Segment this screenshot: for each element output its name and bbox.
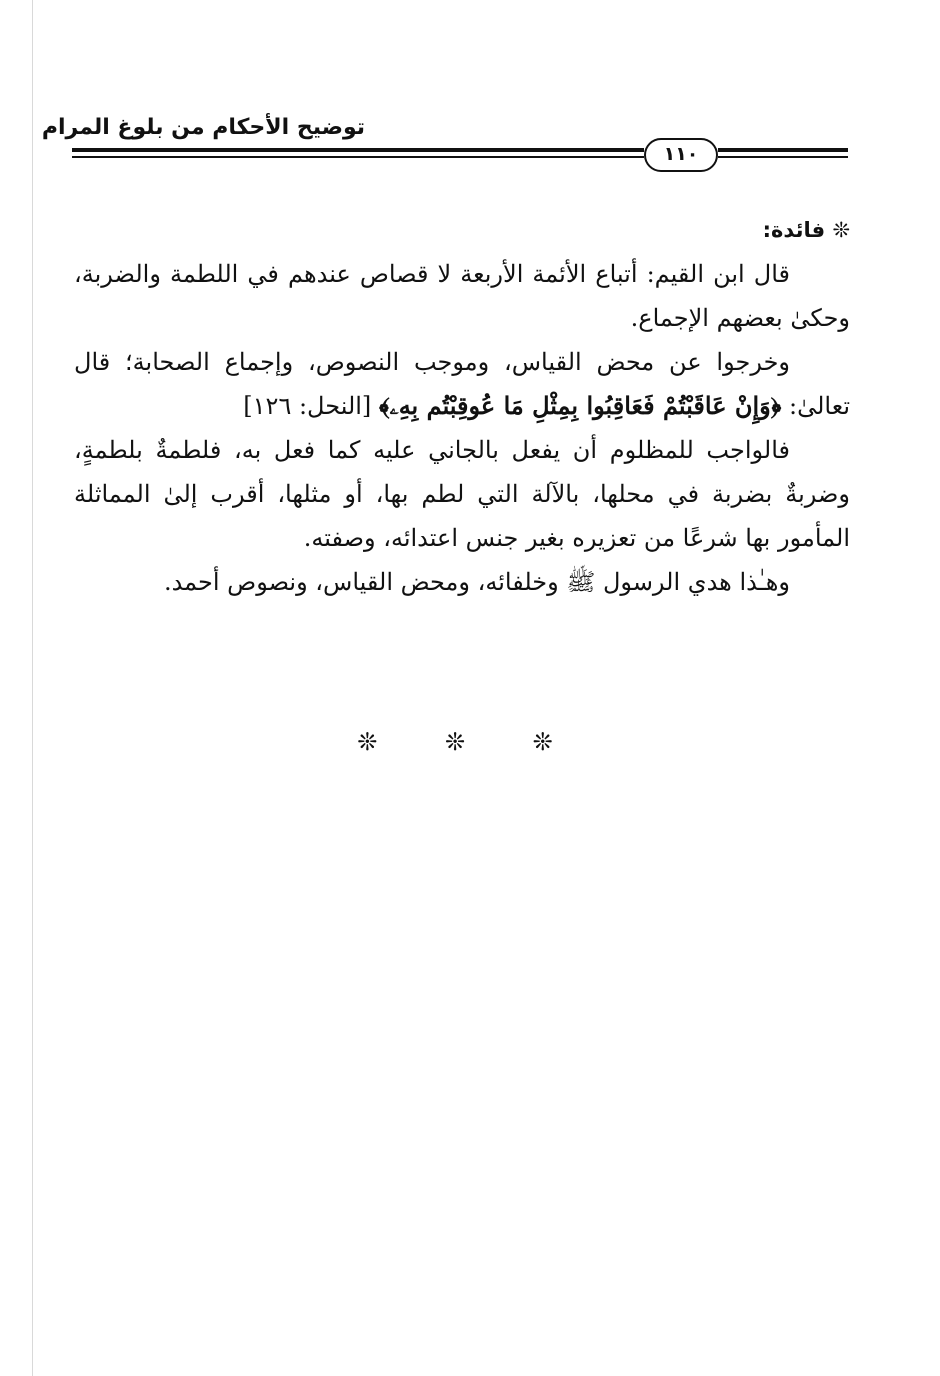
page-number: ١١٠ bbox=[644, 138, 718, 172]
section-heading: ❊ فائدة: bbox=[762, 218, 850, 242]
paragraph-conclusion: وهـٰذا هدي الرسول ﷺ وخلفائه، ومحض القياس، ونصوص أحمد. bbox=[163, 568, 790, 596]
header-rule-left-thick bbox=[72, 148, 644, 152]
verse-lead-text: وخرجوا عن محض القياس، وموجب النصوص، وإجماع الصحابة؛ قال تعالىٰ: bbox=[74, 348, 850, 420]
verse-reference: [النحل: ١٢٦] bbox=[243, 392, 379, 420]
page-content bbox=[74, 212, 850, 604]
section-separator-stars: ❊ ❊ ❊ bbox=[357, 728, 583, 756]
paragraph-verse bbox=[74, 340, 850, 428]
header-rule-left-thin bbox=[72, 156, 644, 158]
quran-verse: ﴿وَإِنْ عَاقَبْتُمْ فَعَاقِبُوا بِمِثْلِ مَا عُوقِبْتُم بِهِۦ﴾ bbox=[378, 391, 782, 420]
running-header-title: توضيح الأحكام من بلوغ المرام bbox=[41, 115, 365, 140]
header-rule-right-thin bbox=[718, 156, 848, 158]
paragraph-ibn-alqayyim: قال ابن القيم: أتباع الأئمة الأربعة لا قصاص عندهم في اللطمة والضربة، وحكىٰ بعضهم الإجماع. bbox=[74, 260, 850, 332]
scan-edge bbox=[32, 0, 33, 1376]
header-rule-right-thick bbox=[718, 148, 848, 152]
paragraph-obligation: فالواجب للمظلوم أن يفعل بالجاني عليه كما فعل به، فلطمةٌ بلطمةٍ، وضربةٌ بضربة في محلها، بالآلة التي لطم بها، أو مثلها، أقرب إلىٰ المماثلة المأمور بها شرعًا من تعزيره بغير جنس اعتدائه، وصفته. bbox=[74, 436, 850, 552]
